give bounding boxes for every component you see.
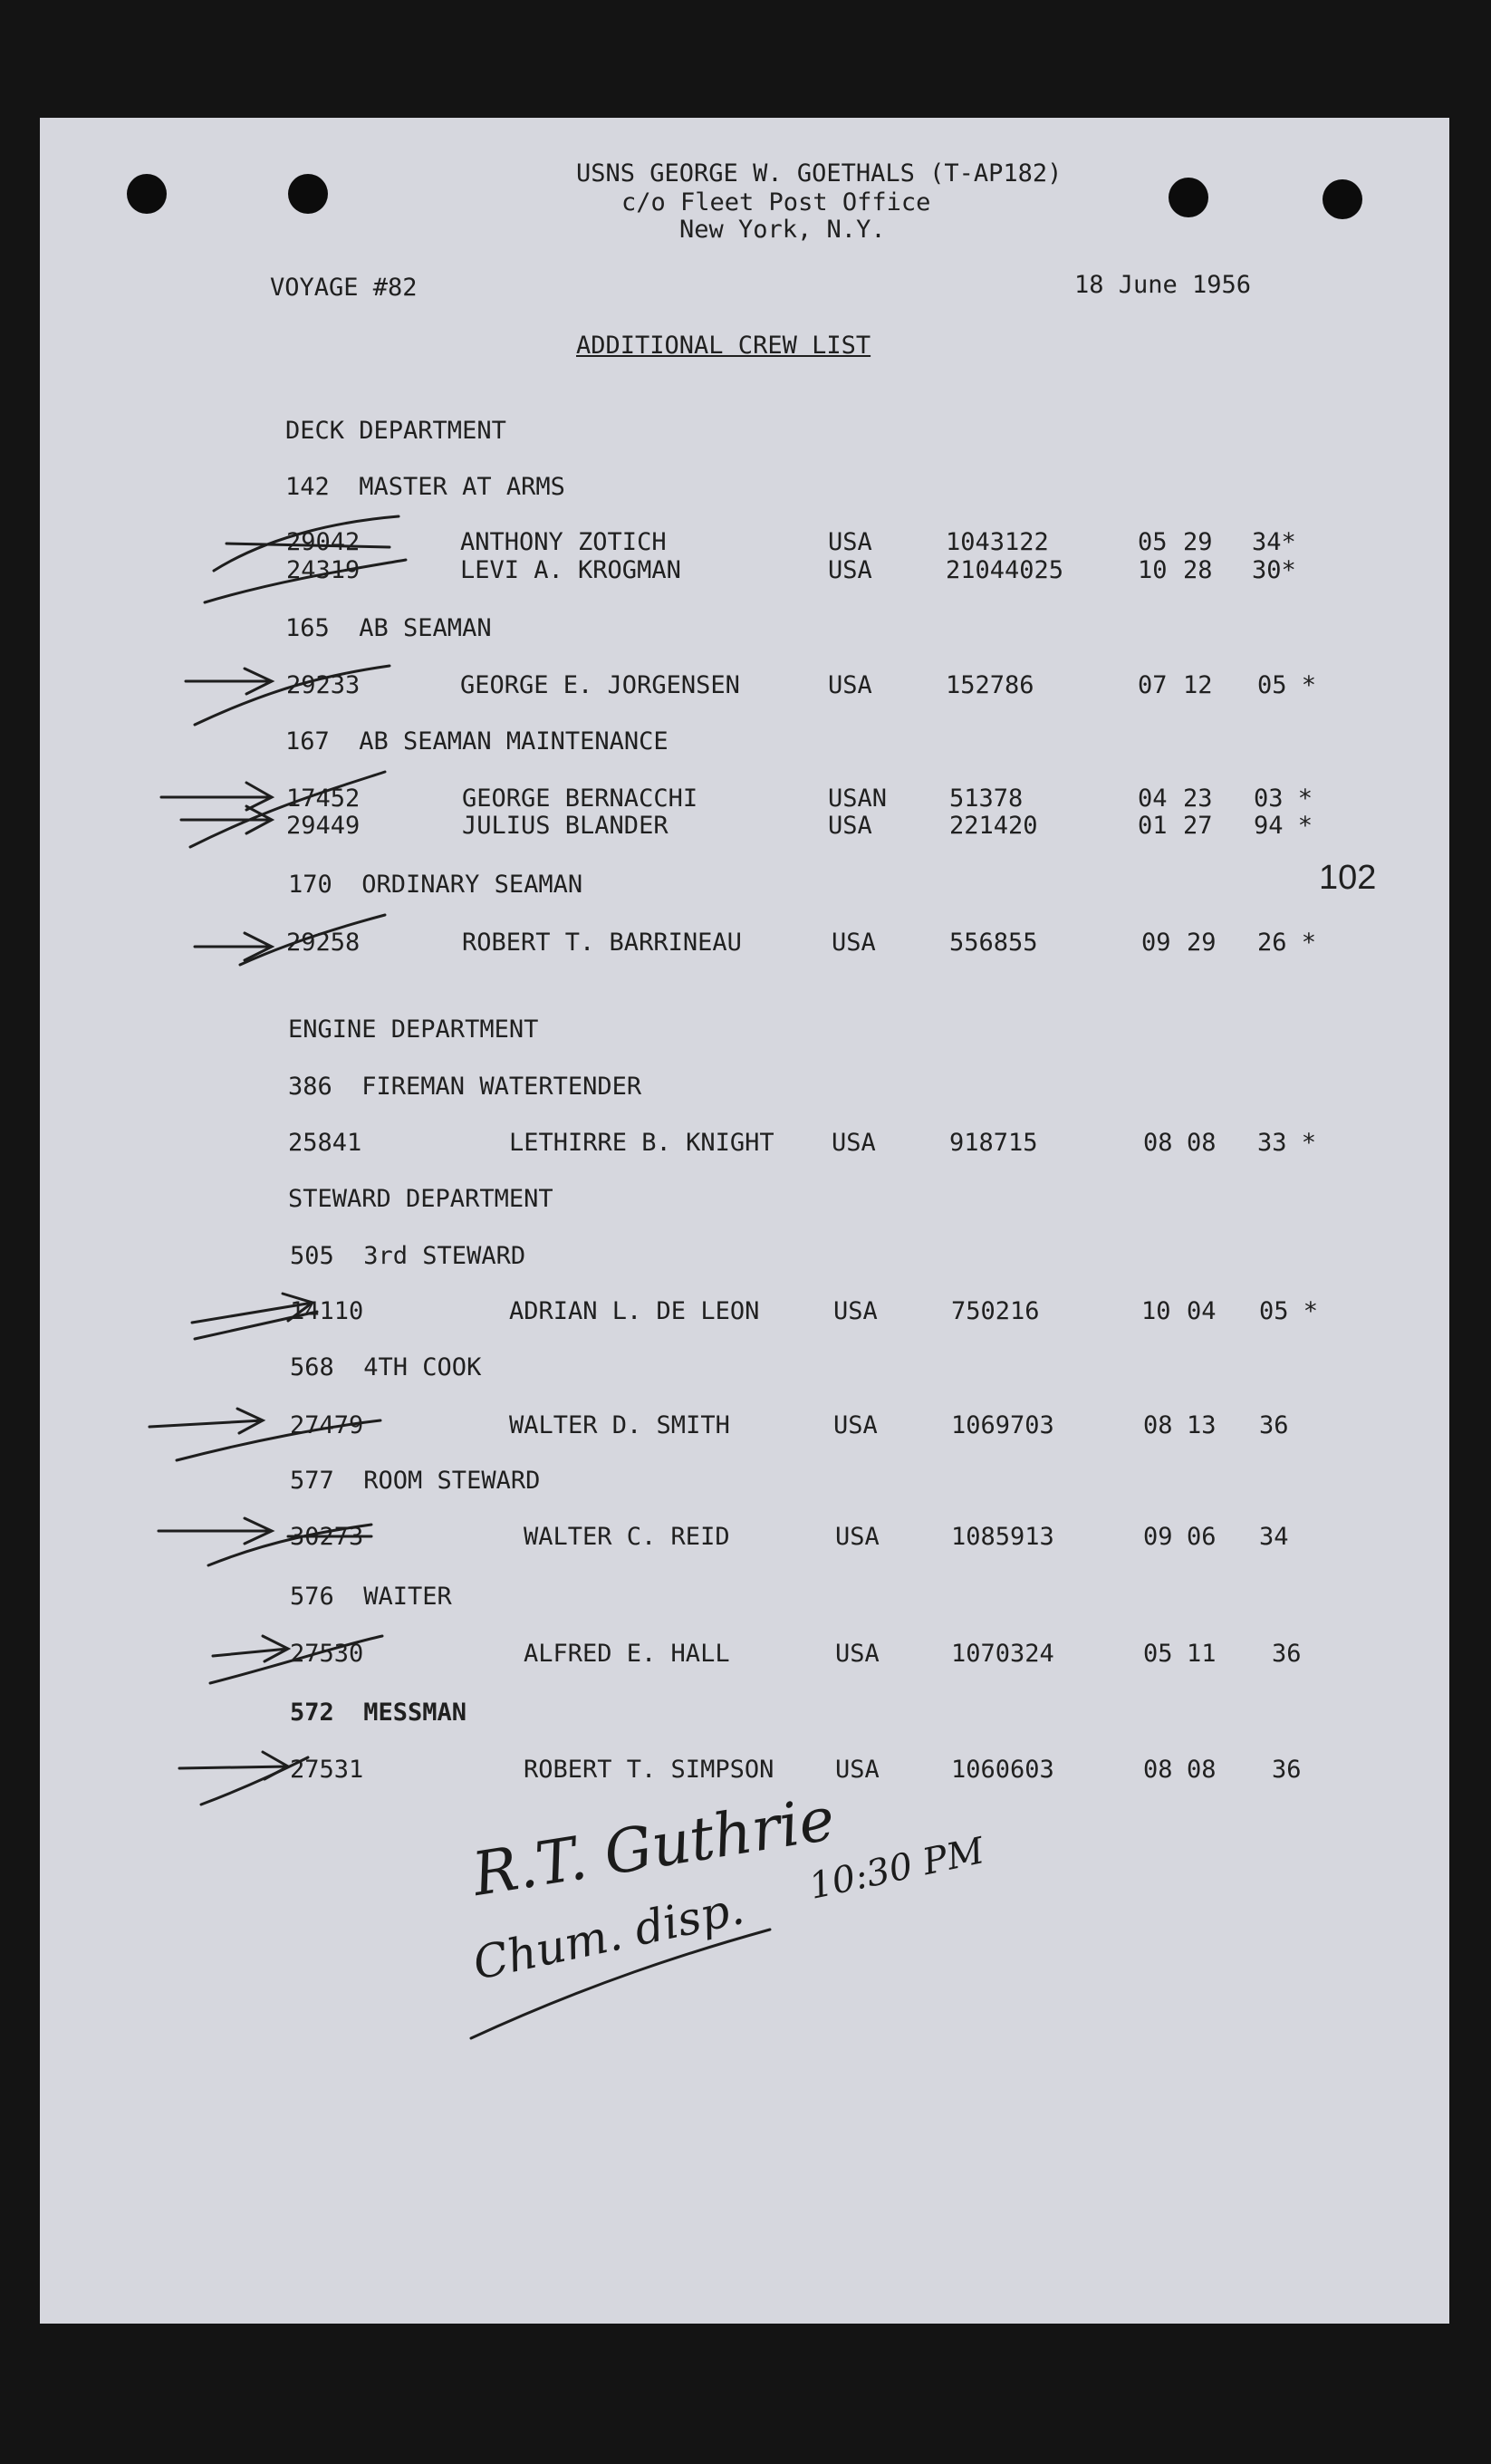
nationality: USA xyxy=(833,1411,878,1439)
nationality: USA xyxy=(828,812,872,840)
document-number: 21044025 xyxy=(946,556,1064,584)
birth-month: 08 xyxy=(1143,1756,1173,1784)
crew-name: ADRIAN L. DE LEON xyxy=(509,1297,760,1325)
document-number: 918715 xyxy=(949,1129,1038,1157)
birth-month: 05 xyxy=(1138,528,1168,556)
birth-month: 07 xyxy=(1138,671,1168,699)
book-number: 29449 xyxy=(286,812,361,840)
book-number: 27530 xyxy=(290,1640,364,1668)
crew-name: LEVI A. KROGMAN xyxy=(460,556,681,584)
document-number: 1085913 xyxy=(951,1523,1054,1551)
handwritten-time: 10:30 PM xyxy=(805,1830,988,1908)
birth-day: 27 xyxy=(1183,812,1213,840)
document-number: 1069703 xyxy=(951,1411,1054,1439)
birth-day: 28 xyxy=(1183,556,1213,584)
birth-month: 08 xyxy=(1143,1129,1173,1157)
book-number: 24319 xyxy=(286,556,361,584)
department-heading: DECK DEPARTMENT xyxy=(285,417,506,445)
birth-year: 05 * xyxy=(1257,671,1317,699)
birth-day: 12 xyxy=(1183,671,1213,699)
strike-mark xyxy=(195,666,390,725)
birth-day: 04 xyxy=(1187,1297,1217,1325)
birth-month: 10 xyxy=(1138,556,1168,584)
strike-mark xyxy=(205,556,406,602)
birth-year: 03 * xyxy=(1254,784,1313,813)
crew-name: JULIUS BLANDER xyxy=(462,812,669,840)
strike-mark xyxy=(195,1312,317,1339)
birth-month: 05 xyxy=(1143,1640,1173,1668)
arrow-mark xyxy=(161,783,272,810)
crew-name: WALTER D. SMITH xyxy=(509,1411,730,1439)
birth-year: 36 xyxy=(1272,1640,1302,1668)
document-number: 556855 xyxy=(949,929,1038,957)
birth-day: 08 xyxy=(1187,1129,1217,1157)
crew-name: ROBERT T. BARRINEAU xyxy=(462,929,742,957)
signature-stroke xyxy=(471,1930,770,2038)
strike-mark xyxy=(177,1420,380,1460)
crew-name: WALTER C. REID xyxy=(524,1523,730,1551)
nationality: USA xyxy=(828,556,872,584)
strike-mark xyxy=(210,1636,382,1683)
address-line: c/o Fleet Post Office xyxy=(621,188,931,217)
rating-heading: 386 FIREMAN WATERTENDER xyxy=(288,1073,642,1101)
arrow-mark xyxy=(213,1636,288,1661)
arrow-mark xyxy=(186,669,272,694)
birth-year: 34 xyxy=(1259,1523,1289,1551)
birth-year: 05 * xyxy=(1259,1297,1319,1325)
birth-year: 26 * xyxy=(1257,929,1317,957)
handwritten-note: Chum. disp. xyxy=(468,1882,749,1990)
document-number: 1043122 xyxy=(946,528,1049,556)
rating-heading: 572 MESSMAN xyxy=(290,1699,467,1727)
handwritten-signature: R.T. Guthrie xyxy=(467,1783,840,1911)
birth-year: 36 xyxy=(1259,1411,1289,1439)
birth-year: 33 * xyxy=(1257,1129,1317,1157)
birth-day: 23 xyxy=(1183,784,1213,813)
nationality: USA xyxy=(835,1756,880,1784)
strike-mark xyxy=(201,1757,308,1805)
rating-heading: 170 ORDINARY SEAMAN xyxy=(288,871,583,899)
birth-day: 13 xyxy=(1187,1411,1217,1439)
book-number: 17452 xyxy=(286,784,361,813)
document-number: 51378 xyxy=(949,784,1024,813)
nationality: USA xyxy=(835,1640,880,1668)
birth-year: 34* xyxy=(1252,528,1296,556)
birth-month: 10 xyxy=(1141,1297,1171,1325)
nationality: USA xyxy=(835,1523,880,1551)
document-number: 1070324 xyxy=(951,1640,1054,1668)
arrow-mark xyxy=(149,1409,263,1433)
book-number: 29258 xyxy=(286,929,361,957)
voyage-number: VOYAGE #82 xyxy=(270,274,418,302)
book-number: 14110 xyxy=(290,1297,364,1325)
book-number: 25841 xyxy=(288,1129,362,1157)
strike-mark xyxy=(226,544,390,547)
birth-month: 09 xyxy=(1143,1523,1173,1551)
document-date: 18 June 1956 xyxy=(1074,271,1252,299)
department-heading: STEWARD DEPARTMENT xyxy=(288,1185,553,1213)
department-heading: ENGINE DEPARTMENT xyxy=(288,1015,539,1044)
crew-name: GEORGE E. JORGENSEN xyxy=(460,671,740,699)
strike-mark xyxy=(240,915,385,965)
arrow-mark xyxy=(159,1518,272,1544)
rating-heading: 505 3rd STEWARD xyxy=(290,1242,526,1270)
birth-year: 30* xyxy=(1252,556,1296,584)
birth-month: 01 xyxy=(1138,812,1168,840)
arrow-mark xyxy=(192,1294,313,1323)
nationality: USA xyxy=(828,671,872,699)
rating-heading: 142 MASTER AT ARMS xyxy=(285,473,565,501)
book-number: 29233 xyxy=(286,671,361,699)
crew-name: ALFRED E. HALL xyxy=(524,1640,730,1668)
birth-month: 04 xyxy=(1138,784,1168,813)
crew-name: LETHIRRE B. KNIGHT xyxy=(509,1129,774,1157)
birth-day: 29 xyxy=(1183,528,1213,556)
document-number: 750216 xyxy=(951,1297,1040,1325)
rating-heading: 577 ROOM STEWARD xyxy=(290,1467,541,1495)
birth-month: 09 xyxy=(1141,929,1171,957)
rating-heading: 167 AB SEAMAN MAINTENANCE xyxy=(285,727,669,756)
document-number: 1060603 xyxy=(951,1756,1054,1784)
birth-year: 94 * xyxy=(1254,812,1313,840)
nationality: USA xyxy=(832,929,876,957)
book-number: 27531 xyxy=(290,1756,364,1784)
birth-day: 29 xyxy=(1187,929,1217,957)
book-number: 30273 xyxy=(290,1523,364,1551)
nationality: USA xyxy=(832,1129,876,1157)
page-number: 102 xyxy=(1319,859,1377,897)
birth-day: 08 xyxy=(1187,1756,1217,1784)
birth-month: 08 xyxy=(1143,1411,1173,1439)
book-number: 29042 xyxy=(286,528,361,556)
address-line: New York, N.Y. xyxy=(679,216,886,244)
crew-name: ANTHONY ZOTICH xyxy=(460,528,667,556)
birth-day: 11 xyxy=(1187,1640,1217,1668)
document-number: 221420 xyxy=(949,812,1038,840)
ship-name: USNS GEORGE W. GOETHALS (T-AP182) xyxy=(576,159,1063,188)
strike-mark xyxy=(190,772,385,847)
birth-year: 36 xyxy=(1272,1756,1302,1784)
rating-heading: 568 4TH COOK xyxy=(290,1353,482,1381)
book-number: 27479 xyxy=(290,1411,364,1439)
nationality: USAN xyxy=(828,784,888,813)
document-title: ADDITIONAL CREW LIST xyxy=(576,332,871,360)
birth-day: 06 xyxy=(1187,1523,1217,1551)
crew-name: ROBERT T. SIMPSON xyxy=(524,1756,774,1784)
document-number: 152786 xyxy=(946,671,1034,699)
nationality: USA xyxy=(828,528,872,556)
nationality: USA xyxy=(833,1297,878,1325)
rating-heading: 165 AB SEAMAN xyxy=(285,614,492,642)
crew-name: GEORGE BERNACCHI xyxy=(462,784,698,813)
rating-heading: 576 WAITER xyxy=(290,1583,452,1611)
